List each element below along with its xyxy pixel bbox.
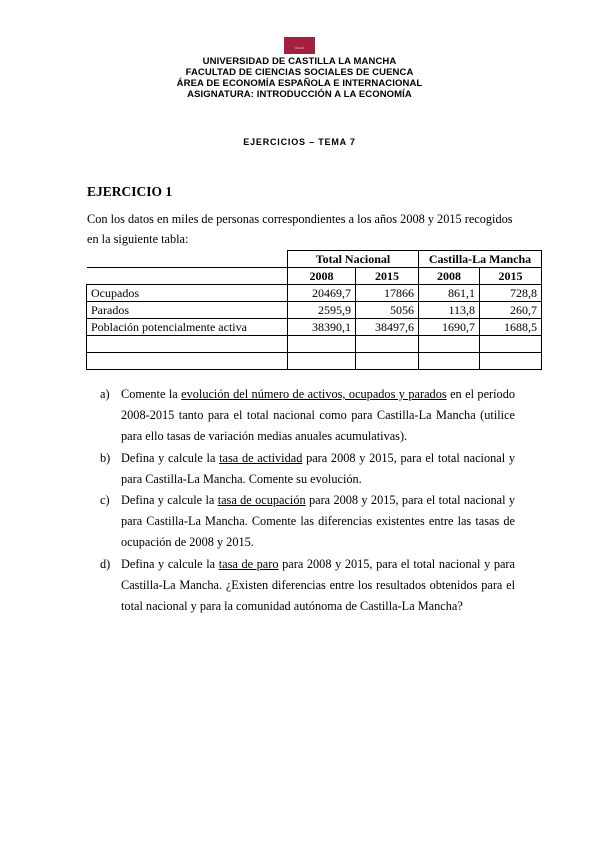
question-text	[121, 490, 515, 554]
table-row-empty	[87, 353, 542, 370]
table-cell: 38497,6	[356, 319, 419, 336]
year-header: 2015	[356, 268, 419, 285]
logo-text: UCLM	[295, 46, 304, 50]
question-keyword: tasa de paro	[218, 556, 279, 571]
question-keyword: tasa de actividad	[219, 450, 303, 465]
document-title: EJERCICIOS – TEMA 7	[243, 137, 356, 147]
question-text-part: para 2008 y 2015, para el total nacional y para Castilla-La Mancha. Comente su evolución.	[121, 450, 515, 486]
table-cell	[480, 336, 542, 353]
table-cell: 113,8	[419, 302, 480, 319]
question-text-part: en el período 2008-2015 tanto para el total nacional como para Castilla-La Mancha (utilice para ello tasas de variación medias anuales acumulativas).	[121, 387, 515, 444]
question-text-part: Defina y calcule la	[121, 493, 218, 508]
question-text-part: Defina y calcule la	[121, 556, 219, 571]
row-label: Población potencialmente activa	[87, 319, 288, 336]
row-label: Ocupados	[87, 285, 288, 302]
table-cell	[480, 353, 542, 370]
header-line-area: ÁREA DE ECONOMÍA ESPAÑOLA E INTERNACIONAL	[176, 78, 423, 89]
question-text	[121, 448, 515, 490]
group-header-total-nacional: Total Nacional	[288, 251, 419, 268]
question-item	[100, 384, 515, 448]
table-corner-cell	[87, 251, 288, 268]
table-cell: 17866	[356, 285, 419, 302]
table-cell: 260,7	[480, 302, 542, 319]
row-label: Parados	[87, 302, 288, 319]
table-group-header-row	[87, 251, 542, 268]
document-header	[0, 56, 599, 100]
header-line-university: UNIVERSIDAD DE CASTILLA LA MANCHA	[202, 56, 397, 67]
question-text-part: para 2008 y 2015, para el total nacional y para Castilla-La Mancha. Comente las diferencias existentes entre las tasas de ocupación de 2008 y 2015.	[121, 493, 516, 550]
question-item	[100, 554, 515, 618]
question-letter: b)	[100, 450, 111, 465]
question-text-part: para 2008 y 2015, para el total nacional y para Castilla-La Mancha. ¿Existen diferencias entre los resultados obtenidos para el total nacional y para la comunidad autónoma de Castilla-La Mancha?	[121, 556, 515, 614]
table-row-empty	[87, 336, 542, 353]
year-header: 2008	[419, 268, 480, 285]
table-cell	[288, 336, 356, 353]
table-cell	[419, 336, 480, 353]
year-header: 2008	[288, 268, 356, 285]
header-line-faculty: FACULTAD DE CIENCIAS SOCIALES DE CUENCA	[185, 67, 414, 78]
table-cell	[419, 353, 480, 370]
table-cell	[87, 353, 288, 370]
exercise-intro: Con los datos en miles de personas correspondientes a los años 2008 y 2015 recogidos en la siguiente tabla:	[87, 212, 513, 246]
question-item	[100, 490, 515, 554]
table-cell	[87, 336, 288, 353]
question-list	[100, 384, 515, 617]
year-header: 2015	[480, 268, 542, 285]
table-cell: 728,8	[480, 285, 542, 302]
table-cell	[356, 336, 419, 353]
question-text	[121, 384, 515, 448]
data-table	[86, 250, 542, 370]
table-row	[87, 302, 542, 319]
table-cell: 38390,1	[288, 319, 356, 336]
table-row	[87, 319, 542, 336]
table-cell: 5056	[356, 302, 419, 319]
question-letter: a)	[100, 387, 110, 401]
question-text-part: Defina y calcule la	[121, 450, 220, 465]
table-cell: 20469,7	[288, 285, 356, 302]
table-cell: 2595,9	[288, 302, 356, 319]
question-letter: c)	[100, 493, 110, 508]
question-keyword: evolución del número de activos, ocupados y parados	[181, 387, 447, 401]
table-cell: 1690,7	[419, 319, 480, 336]
question-text-part: Comente la	[121, 387, 182, 401]
university-logo	[284, 37, 315, 54]
question-letter: d)	[100, 556, 111, 571]
group-header-castilla-la-mancha: Castilla-La Mancha	[419, 251, 542, 268]
table-row	[87, 285, 542, 302]
table-cell: 1688,5	[480, 319, 542, 336]
table-cell: 861,1	[419, 285, 480, 302]
table-year-header-row	[87, 268, 542, 285]
table-corner-cell	[87, 268, 288, 285]
header-line-subject: ASIGNATURA: INTRODUCCIÓN A LA ECONOMÍA	[187, 89, 412, 100]
question-text	[121, 554, 515, 618]
question-keyword: tasa de ocupación	[217, 493, 306, 508]
question-item	[100, 448, 515, 490]
table-cell	[288, 353, 356, 370]
table-cell	[356, 353, 419, 370]
exercise-heading: EJERCICIO 1	[87, 184, 173, 199]
